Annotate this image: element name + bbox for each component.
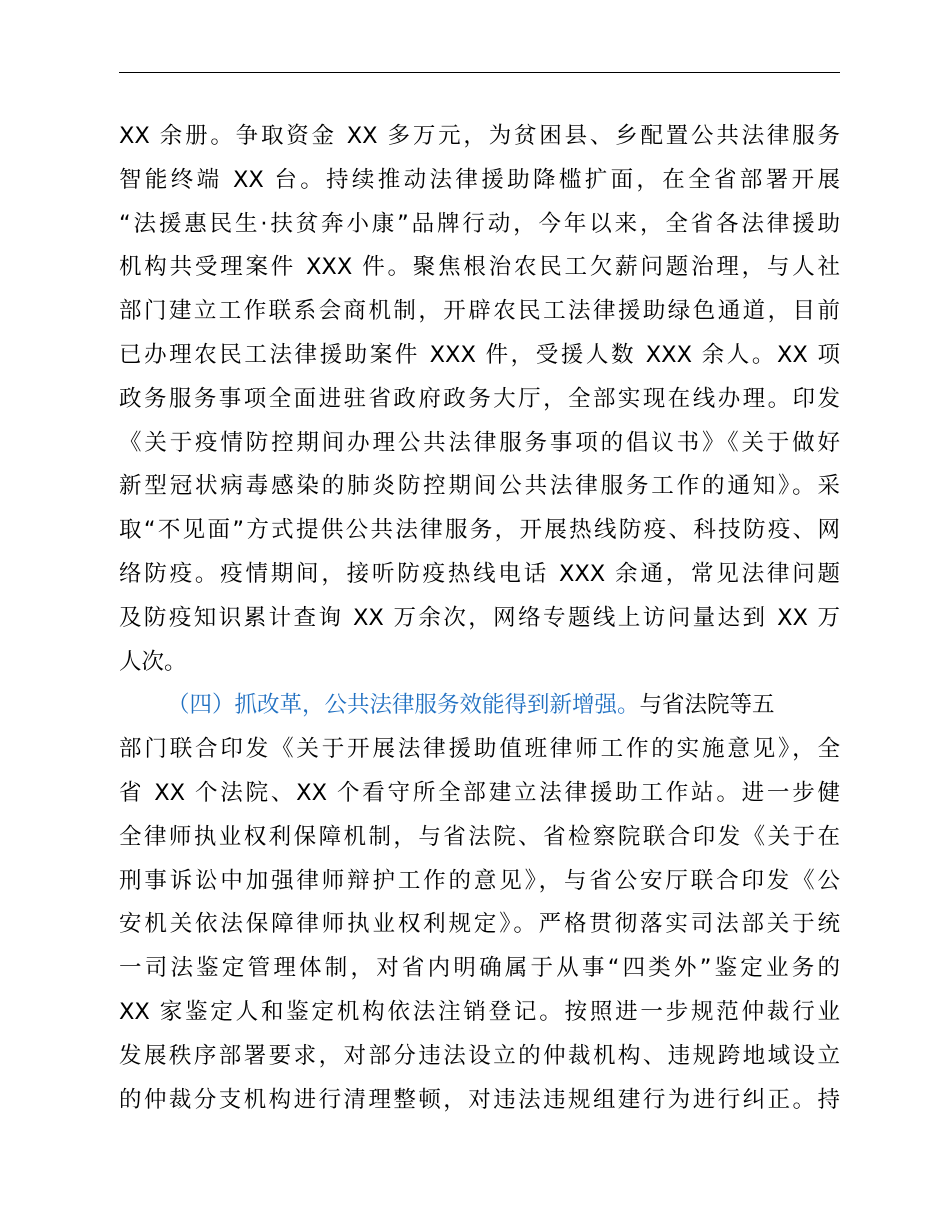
section-lead-text: 与省法院等五 [639, 692, 775, 719]
paragraph-line: 络防疫。疫情期间，接听防疫热线电话 XXX 余通，常见法律问题 [119, 560, 840, 587]
paragraph-line: 已办理农民工法律援助案件 XXX 件，受援人数 XXX 余人。XX 项 [119, 341, 840, 368]
document-body [119, 115, 840, 1122]
paragraph-line: 《关于疫情防控期间办理公共法律服务事项的倡议书》《关于做好 [119, 429, 840, 456]
header-rule [119, 72, 840, 73]
section-heading-line [119, 684, 840, 728]
section-heading: （四）抓改革，公共法律服务效能得到新增强。 [167, 692, 640, 719]
paragraph-line: 刑事诉讼中加强律师辩护工作的意见》，与省公安厅联合印发《公 [119, 867, 840, 894]
paragraph-line: “法援惠民生·扶贫奔小康”品牌行动，今年以来，全省各法律援助 [119, 210, 840, 237]
paragraph-line: XX 家鉴定人和鉴定机构依法注销登记。按照进一步规范仲裁行业 [119, 998, 840, 1025]
paragraph-line: 取“不见面”方式提供公共法律服务，开展热线防疫、科技防疫、网 [119, 517, 840, 544]
paragraph-line: 智能终端 XX 台。持续推动法律援助降槛扩面，在全省部署开展 [119, 166, 840, 193]
paragraph-line: 部门联合印发《关于开展法律援助值班律师工作的实施意见》，全 [119, 736, 840, 763]
paragraph-line: 全律师执业权利保障机制，与省法院、省检察院联合印发《关于在 [119, 823, 840, 850]
paragraph-line: 部门建立工作联系会商机制，开辟农民工法律援助绿色通道，目前 [119, 298, 840, 325]
paragraph-line: 一司法鉴定管理体制，对省内明确属于从事“四类外”鉴定业务的 [119, 955, 840, 982]
paragraph-line: XX 余册。争取资金 XX 多万元，为贫困县、乡配置公共法律服务 [119, 123, 840, 149]
paragraph-line: 机构共受理案件 XXX 件。聚焦根治农民工欠薪问题治理，与人社 [119, 254, 840, 281]
paragraph-line: 省 XX 个法院、XX 个看守所全部建立法律援助工作站。进一步健 [119, 779, 840, 806]
paragraph-line: 安机关依法保障律师执业权利规定》。严格贯彻落实司法部关于统 [119, 911, 840, 938]
paragraph-line: 人次。 [119, 648, 187, 675]
paragraph-line: 发展秩序部署要求，对部分违法设立的仲裁机构、违规跨地域设立 [119, 1042, 840, 1069]
paragraph-line: 的仲裁分支机构进行清理整顿，对违法违规组建行为进行纠正。持 [119, 1086, 840, 1113]
paragraph-line: 及防疫知识累计查询 XX 万余次，网络专题线上访问量达到 XX 万 [119, 604, 840, 631]
paragraph-line: 政务服务事项全面进驻省政府政务大厅，全部实现在线办理。印发 [119, 385, 840, 412]
paragraph-line: 新型冠状病毒感染的肺炎防控期间公共法律服务工作的通知》。采 [119, 473, 840, 500]
